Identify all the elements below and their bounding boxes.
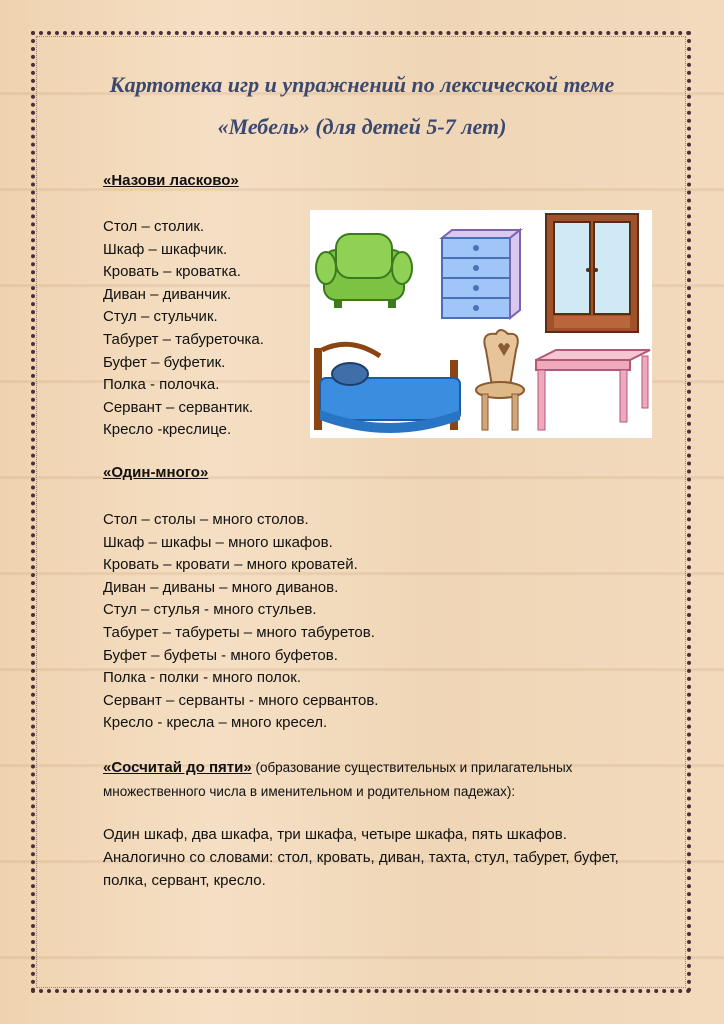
wardrobe-icon: [546, 214, 638, 332]
list-item: Кровать – кроватка.: [103, 263, 241, 281]
section1-list: [103, 216, 264, 442]
list-item: Полка - полки - много полок.: [103, 669, 301, 687]
list-item: Табурет – табуреты – много табуретов.: [103, 623, 375, 641]
list-item: Кровать – кровати – много кроватей.: [103, 556, 358, 574]
section3-paragraph1: Один шкаф, два шкафа, три шкафа, четыре шкафа, пять шкафов.: [103, 826, 567, 843]
armchair-icon: [316, 234, 412, 308]
section1-heading: «Назови ласково»: [103, 172, 239, 189]
section2-list: [103, 509, 378, 735]
list-item: Сервант – сервантик.: [103, 398, 254, 416]
section3-note-open: (: [251, 760, 260, 775]
section3-note-close: ):: [506, 784, 516, 799]
list-item: Шкаф – шкафчик.: [103, 240, 228, 258]
list-item: Полка - полочка.: [103, 376, 220, 394]
section3-note: образование существительных и прилагательных множественного числа в именительном и родительном падежах: [103, 760, 573, 799]
list-item: Шкаф – шкафы – много шкафов.: [103, 533, 333, 551]
bed-icon: [314, 344, 460, 433]
page-title-line2: «Мебель» (для детей 5-7 лет): [217, 114, 507, 139]
list-item: Стол – столы – много столов.: [103, 511, 309, 528]
list-item: Буфет – буфетик.: [103, 353, 226, 371]
section3-intro: [103, 756, 663, 804]
section3-paragraph2: Аналогично со словами: стол, кровать, диван, тахта, стул, табурет, буфет, полка, сервант, кресло.: [103, 849, 619, 889]
list-item: Стул – стульчик.: [103, 308, 218, 326]
page-title-line1: Картотека игр и упражнений по лексической теме: [109, 72, 615, 97]
list-item: Диван – диванчик.: [103, 285, 232, 303]
list-item: Диван – диваны – много диванов.: [103, 578, 339, 596]
list-item: Кресло - кресла – много кресел.: [103, 714, 328, 732]
list-item: Буфет – буфеты - много буфетов.: [103, 646, 338, 664]
list-item: Кресло -креслице.: [103, 421, 232, 439]
list-item: Сервант – серванты - много сервантов.: [103, 691, 379, 709]
list-item: Стол – столик.: [103, 218, 205, 235]
list-item: Табурет – табуреточка.: [103, 330, 264, 348]
furniture-illustration: [310, 210, 652, 438]
section2-heading: «Один-много»: [103, 464, 209, 481]
chest-of-drawers-icon: [442, 230, 520, 318]
chair-icon: [476, 330, 524, 430]
section3-heading: «Сосчитай до пяти»: [103, 759, 252, 776]
list-item: Стул – стулья - много стульев.: [103, 601, 317, 619]
table-icon: [536, 350, 650, 430]
